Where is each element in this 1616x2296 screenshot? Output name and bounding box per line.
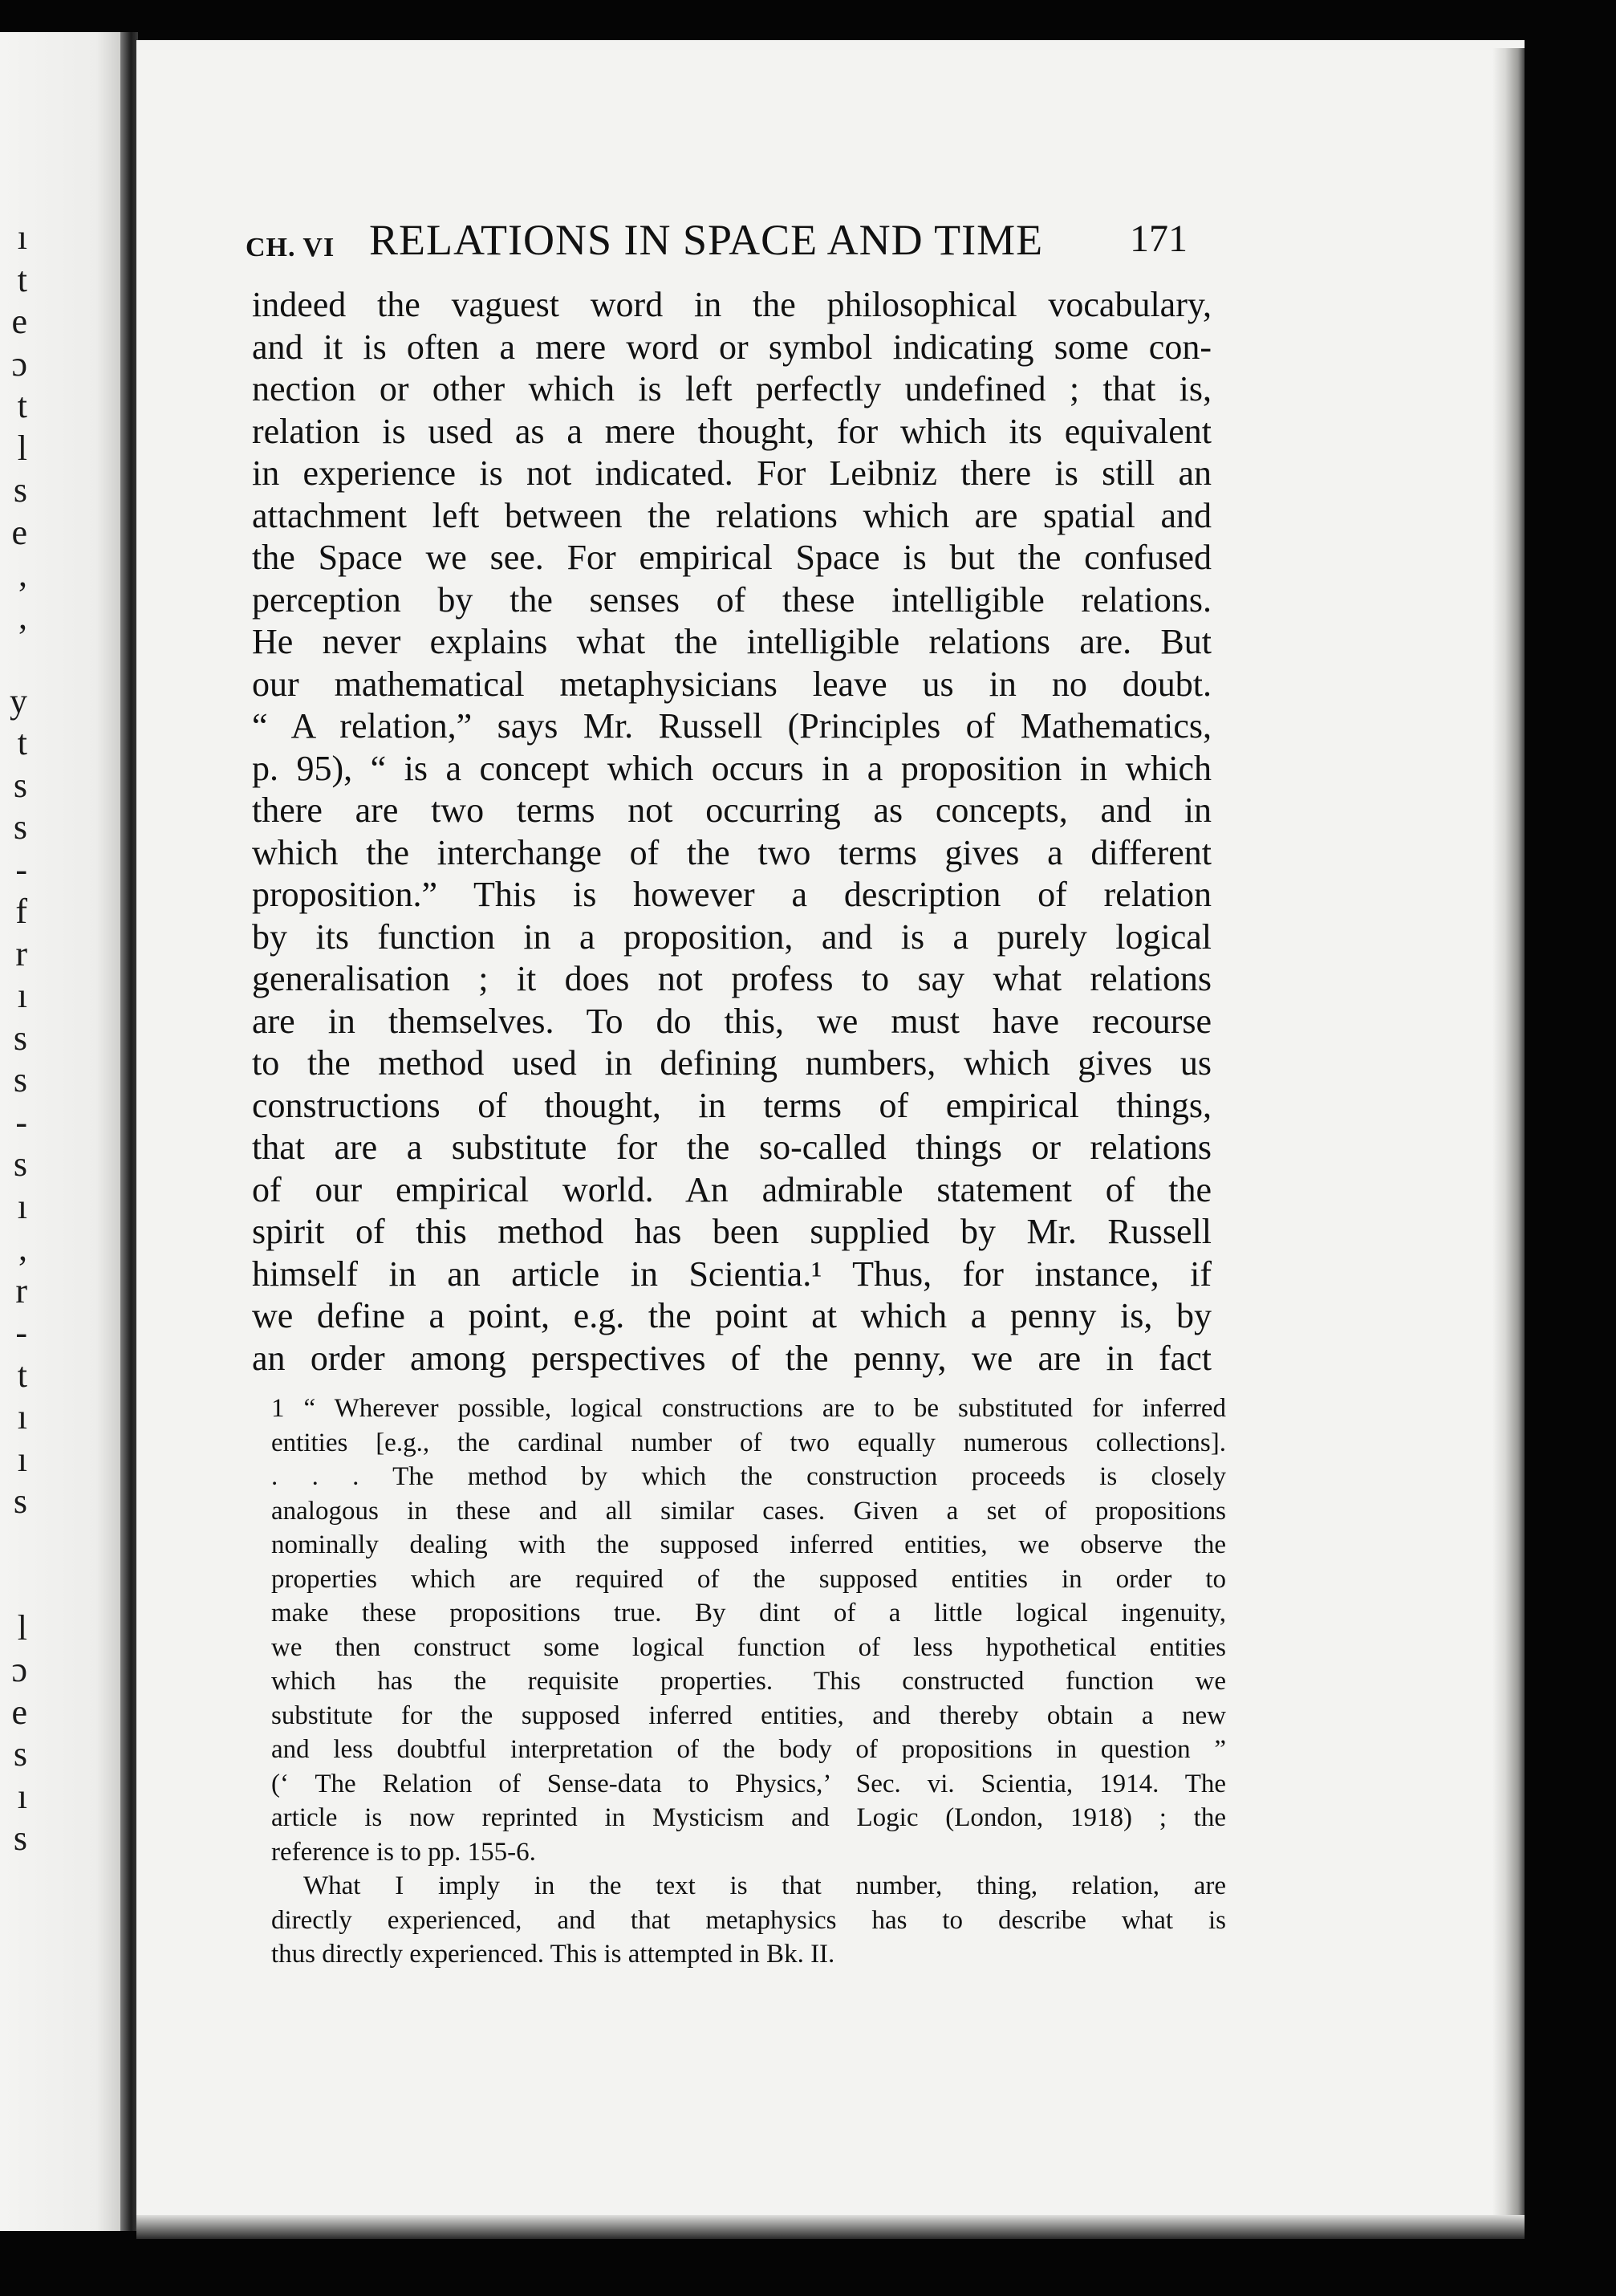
- page-edge: [1492, 48, 1525, 2231]
- footnote-line: . . . The method by which the construction proceeds is closely: [271, 1462, 1226, 1491]
- body-line: which the interchange of the two terms gives a different: [252, 832, 1212, 872]
- margin-char: f: [15, 892, 27, 931]
- body-line: spirit of this method has been supplied by Mr. Russell: [252, 1212, 1212, 1251]
- body-line: relation is used as a mere thought, for which its equivalent: [252, 411, 1212, 451]
- margin-char: s: [13, 470, 27, 510]
- body-line: nection or other which is left perfectly undefined ; that is,: [252, 369, 1212, 408]
- margin-char: -: [15, 1313, 27, 1352]
- footnote-line: substitute for the supposed inferred entities, and thereby obtain a new: [271, 1701, 1226, 1730]
- body-line: generalisation ; it does not profess to say what relations: [252, 959, 1212, 998]
- footnote-line: thus directly experienced. This is attempted in Bk. II.: [271, 1940, 835, 1969]
- margin-char: ,: [18, 1229, 27, 1268]
- page-number: 171: [1130, 217, 1188, 260]
- footnote-line: properties which are required of the supposed entities in order to: [271, 1564, 1226, 1594]
- body-line: in experience is not indicated. For Leibniz there is still an: [252, 453, 1212, 493]
- body-line: that are a substitute for the so-called things or relations: [252, 1128, 1212, 1167]
- margin-char: y: [10, 681, 27, 721]
- body-line: an order among perspectives of the penny, we are in fact: [252, 1338, 1212, 1378]
- left-page: [0, 32, 120, 2231]
- margin-char: l: [17, 428, 27, 468]
- margin-char: t: [17, 259, 27, 299]
- body-line: there are two terms not occurring as concepts, and in: [252, 790, 1212, 830]
- body-line: to the method used in defining numbers, which gives us: [252, 1043, 1212, 1083]
- body-line: p. 95), “ is a concept which occurs in a proposition in which: [252, 748, 1212, 788]
- margin-char: s: [13, 1060, 27, 1099]
- margin-char: ɔ: [11, 1650, 27, 1689]
- chapter-label: CH. VI: [246, 233, 335, 262]
- margin-char: ı: [17, 1397, 27, 1437]
- footnote-line: and less doubtful interpretation of the body of propositions in question ”: [271, 1735, 1226, 1764]
- margin-char: r: [15, 1270, 27, 1311]
- margin-char: e: [11, 1692, 27, 1732]
- margin-char: s: [13, 1481, 27, 1521]
- footnote-line: make these propositions true. By dint of a little logical ingenuity,: [271, 1599, 1226, 1628]
- margin-char: t: [17, 723, 27, 762]
- footnote-line: directly experienced, and that metaphysics has to describe what is: [271, 1905, 1226, 1935]
- margin-char: s: [13, 807, 27, 847]
- margin-char: [3, 1565, 27, 1607]
- body-line: our mathematical metaphysicians leave us in no doubt.: [252, 664, 1212, 704]
- margin-char: ı: [17, 1776, 27, 1816]
- body-line: by its function in a proposition, and is a purely logical: [252, 916, 1212, 957]
- body-line: “ A relation,” says Mr. Russell (Principles of Mathematics,: [252, 706, 1212, 746]
- running-title: RELATIONS IN SPACE AND TIME: [369, 216, 1044, 264]
- footnote-line: which has the requisite properties. This constructed function we: [271, 1667, 1226, 1696]
- footnote-line: article is now reprinted in Mysticism and Logic (London, 1918) ; the: [271, 1803, 1226, 1832]
- margin-char: ı: [17, 976, 27, 1015]
- margin-char: s: [13, 1144, 27, 1184]
- body-text: [252, 284, 1212, 1380]
- margin-char: ı: [17, 217, 27, 257]
- footnote-line: entities [e.g., the cardinal number of two equally numerous collections].: [271, 1428, 1226, 1457]
- footnote-line: nominally dealing with the supposed inferred entities, we observe the: [271, 1530, 1226, 1559]
- margin-char: l: [17, 1607, 27, 1648]
- left-page-margin-text: [3, 217, 27, 1860]
- margin-char: e: [11, 512, 27, 552]
- margin-char: [3, 1523, 27, 1566]
- footnote-line: reference is to pp. 155-6.: [271, 1837, 536, 1867]
- body-line: of our empirical world. An admirable statement of the: [252, 1169, 1212, 1209]
- footnote-line: 1 “ Wherever possible, logical constructions are to be substituted for inferred: [271, 1394, 1226, 1423]
- margin-char: ,: [18, 596, 27, 636]
- footnote: [271, 1392, 1226, 1972]
- margin-char: e: [11, 302, 27, 341]
- body-line: are in themselves. To do this, we must have recourse: [252, 1001, 1212, 1041]
- footnote-line: (‘ The Relation of Sense-data to Physics,’ Sec. vi. Scientia, 1914. The: [271, 1769, 1226, 1798]
- footnote-line: we then construct some logical function of less hypothetical entities: [271, 1632, 1226, 1662]
- body-line: himself in an article in Scientia.¹ Thus, for instance, if: [252, 1254, 1212, 1294]
- footnote-line: What I imply in the text is that number, thing, relation, are: [303, 1871, 1226, 1900]
- margin-char: s: [13, 765, 27, 805]
- margin-char: ,: [18, 555, 27, 594]
- margin-char: s: [13, 1734, 27, 1774]
- body-line: indeed the vaguest word in the philosophical vocabulary,: [252, 285, 1212, 324]
- margin-char: -: [15, 1102, 27, 1142]
- body-line: constructions of thought, in terms of empirical things,: [252, 1085, 1212, 1125]
- body-line: attachment left between the relations which are spatial and: [252, 495, 1212, 535]
- margin-char: ɔ: [11, 343, 27, 384]
- margin-char: [3, 638, 27, 681]
- footnote-line: analogous in these and all similar cases. Given a set of propositions: [271, 1496, 1226, 1526]
- margin-char: ı: [17, 1186, 27, 1226]
- book-gutter: [120, 32, 138, 2231]
- body-line: we define a point, e.g. the point at which a penny is, by: [252, 1296, 1212, 1335]
- body-line: He never explains what the intelligible relations are. But: [252, 622, 1212, 661]
- body-line: and it is often a mere word or symbol indicating some con-: [252, 327, 1212, 367]
- body-line: proposition.” This is however a description of relation: [252, 875, 1212, 914]
- body-line: perception by the senses of these intelligible relations.: [252, 579, 1212, 620]
- margin-char: -: [15, 849, 27, 889]
- body-line: the Space we see. For empirical Space is but the confused: [252, 538, 1212, 577]
- margin-char: r: [15, 933, 27, 973]
- page-bottom-shadow: [136, 2215, 1525, 2239]
- margin-char: t: [17, 386, 27, 425]
- margin-char: s: [13, 1018, 27, 1058]
- running-header: [241, 210, 1188, 266]
- margin-char: ı: [17, 1439, 27, 1479]
- margin-char: t: [17, 1355, 27, 1395]
- margin-char: s: [13, 1819, 27, 1858]
